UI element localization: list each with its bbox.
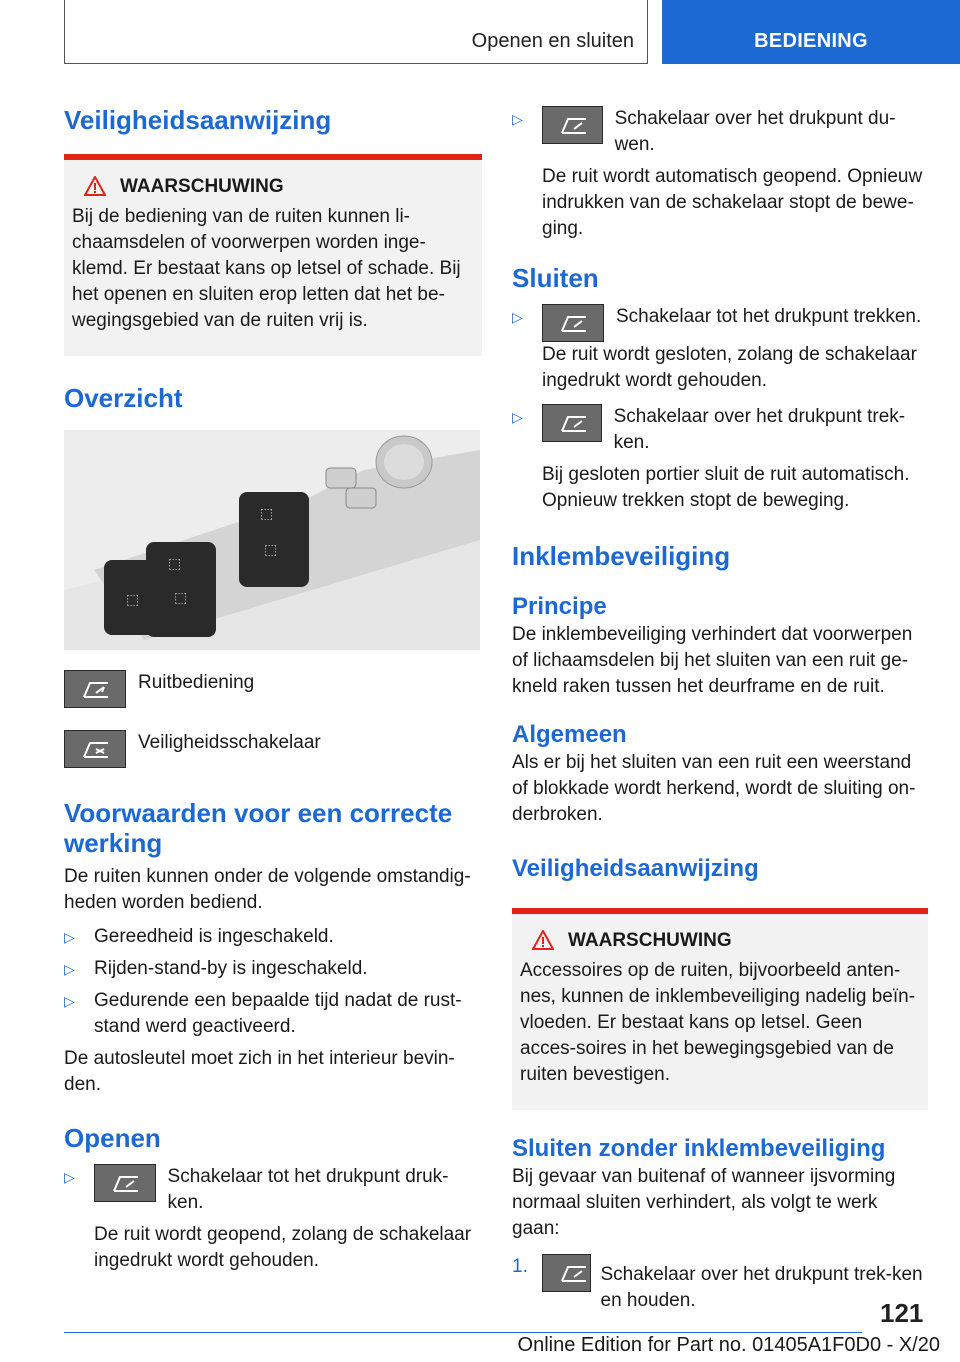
list-item: ▷ Schakelaar over het drukpunt du-wen. De ruit wordt automatisch geopend. Opnieuw indrukken van de schakelaar stopt de bewe-ging. [512,108,923,239]
list-item: ▷ Gereedheid is ingeschakeld. [64,924,482,950]
bullet-icon: ▷ [512,309,523,325]
general-heading: Algemeen [512,721,627,748]
legend-row-1 [64,670,482,708]
warning-triangle-icon [84,176,106,198]
section-title: Openen en sluiten [471,30,634,52]
nopinch-text: Bij gevaar van buitenaf of wanneer ijsvorming normaal sluiten verhindert, als volgt te werk gaan: [512,1166,896,1239]
pinch-heading: Inklembeveiliging [512,541,731,571]
bullet-icon: ▷ [512,409,523,425]
step-number: 1. [512,1256,528,1277]
legend-label-2: Veiligheidsschakelaar [138,732,321,753]
window-switch-icon [542,1254,591,1292]
left-column [64,96,482,1274]
window-switch-icon [542,404,602,442]
page-number: 121 [880,1298,924,1328]
overview-heading: Overzicht [64,383,183,413]
conditions-intro: De ruiten kunnen onder de volgende omstandig-heden worden bediend. [64,866,471,913]
warning-label: WAARSCHUWING [120,176,284,197]
list-item: 1. Schakelaar over het drukpunt trek-ken en houden. [512,1256,923,1311]
warning-triangle-icon [532,930,554,952]
window-switch-photo [64,430,480,650]
bullet-icon: ▷ [64,993,75,1009]
window-switch-icon [542,304,604,342]
chapter-label: BEDIENING [754,30,868,52]
safety-subheading: Veiligheidsaanwijzing [512,855,759,882]
warning-box [512,908,928,1110]
conditions-note: De autosleutel moet zich in het interieur bevin-den. [64,1048,455,1095]
legend-label-1: Ruitbediening [138,672,255,693]
nopinch-heading: Sluiten zonder inklembeveiliging [512,1135,886,1162]
open-heading: Openen [64,1123,161,1153]
edition-text: Online Edition for Part no. 01405A1F0D0 - X/20 [517,1334,940,1356]
svg-text:⬚: ⬚ [174,590,188,606]
safety-heading: Veiligheidsaanwijzing [64,105,332,135]
bullet-icon: ▷ [64,929,75,945]
list-item: ▷ Gedurende een bepaalde tijd nadat de rust-stand werd geactiveerd. [64,990,462,1037]
bullet-icon: ▷ [512,111,523,127]
svg-text:⬚: ⬚ [126,592,140,608]
close-heading: Sluiten [512,263,599,293]
safety-switch-icon [64,730,126,768]
footer-divider [64,1332,862,1333]
warning-label: WAARSCHUWING [568,930,732,951]
svg-text:⬚: ⬚ [168,556,182,572]
right-column [512,96,928,1314]
list-item: ▷ Schakelaar tot het drukpunt druk-ken. De ruit wordt geopend, zolang de schakelaar ingedrukt wordt gehouden. [64,1166,472,1271]
window-switch-icon [542,106,603,144]
window-switch-icon [64,670,126,708]
conditions-heading: Voorwaarden voor een correcte werking [64,798,453,858]
window-switch-icon [94,1164,156,1202]
list-item: ▷ Schakelaar tot het drukpunt trekken. De ruit wordt gesloten, zolang de schakelaar ingedrukt wordt gehouden. [512,306,922,391]
general-text: Als er bij het sluiten van een ruit een weerstand of blokkade wordt herkend, wordt de sluiting on-derbroken. [512,752,916,825]
list-item: ▷ Schakelaar over het drukpunt trek-ken. Bij gesloten portier sluit de ruit automatisch. Opnieuw trekken stopt de beweging. [512,406,910,511]
list-item: ▷ Rijden-stand-by is ingeschakeld. [64,956,482,982]
warning-text: Accessoires op de ruiten, bijvoorbeeld anten-nes, kunnen de inklembeveiliging nadelig beïn-vloeden. Er bestaat kans op letsel. Geen acces-soires in het bewegingsgebied van de ruiten bevestigen. [520,960,916,1085]
chapter-tab [662,0,960,64]
warning-text: Bij de bediening van de ruiten kunnen li-chaamsdelen of voorwerpen worden inge-klemd. Er bestaat kans op letsel of schade. Bij het openen en sluiten erop letten dat het be-wegingsgebied van de ruiten vrij is. [72,206,461,331]
legend-row-2 [64,730,482,768]
svg-text:⬚: ⬚ [264,542,278,558]
principle-heading: Principe [512,593,607,620]
principle-text: De inklembeveiliging verhindert dat voorwerpen of lichaamsdelen bij het sluiten van een ruit ge-kneld raken tussen het deurframe en de ruit. [512,624,913,697]
svg-text:⬚: ⬚ [260,506,274,522]
bullet-icon: ▷ [64,961,75,977]
bullet-icon: ▷ [64,1169,75,1185]
warning-box [64,154,482,356]
